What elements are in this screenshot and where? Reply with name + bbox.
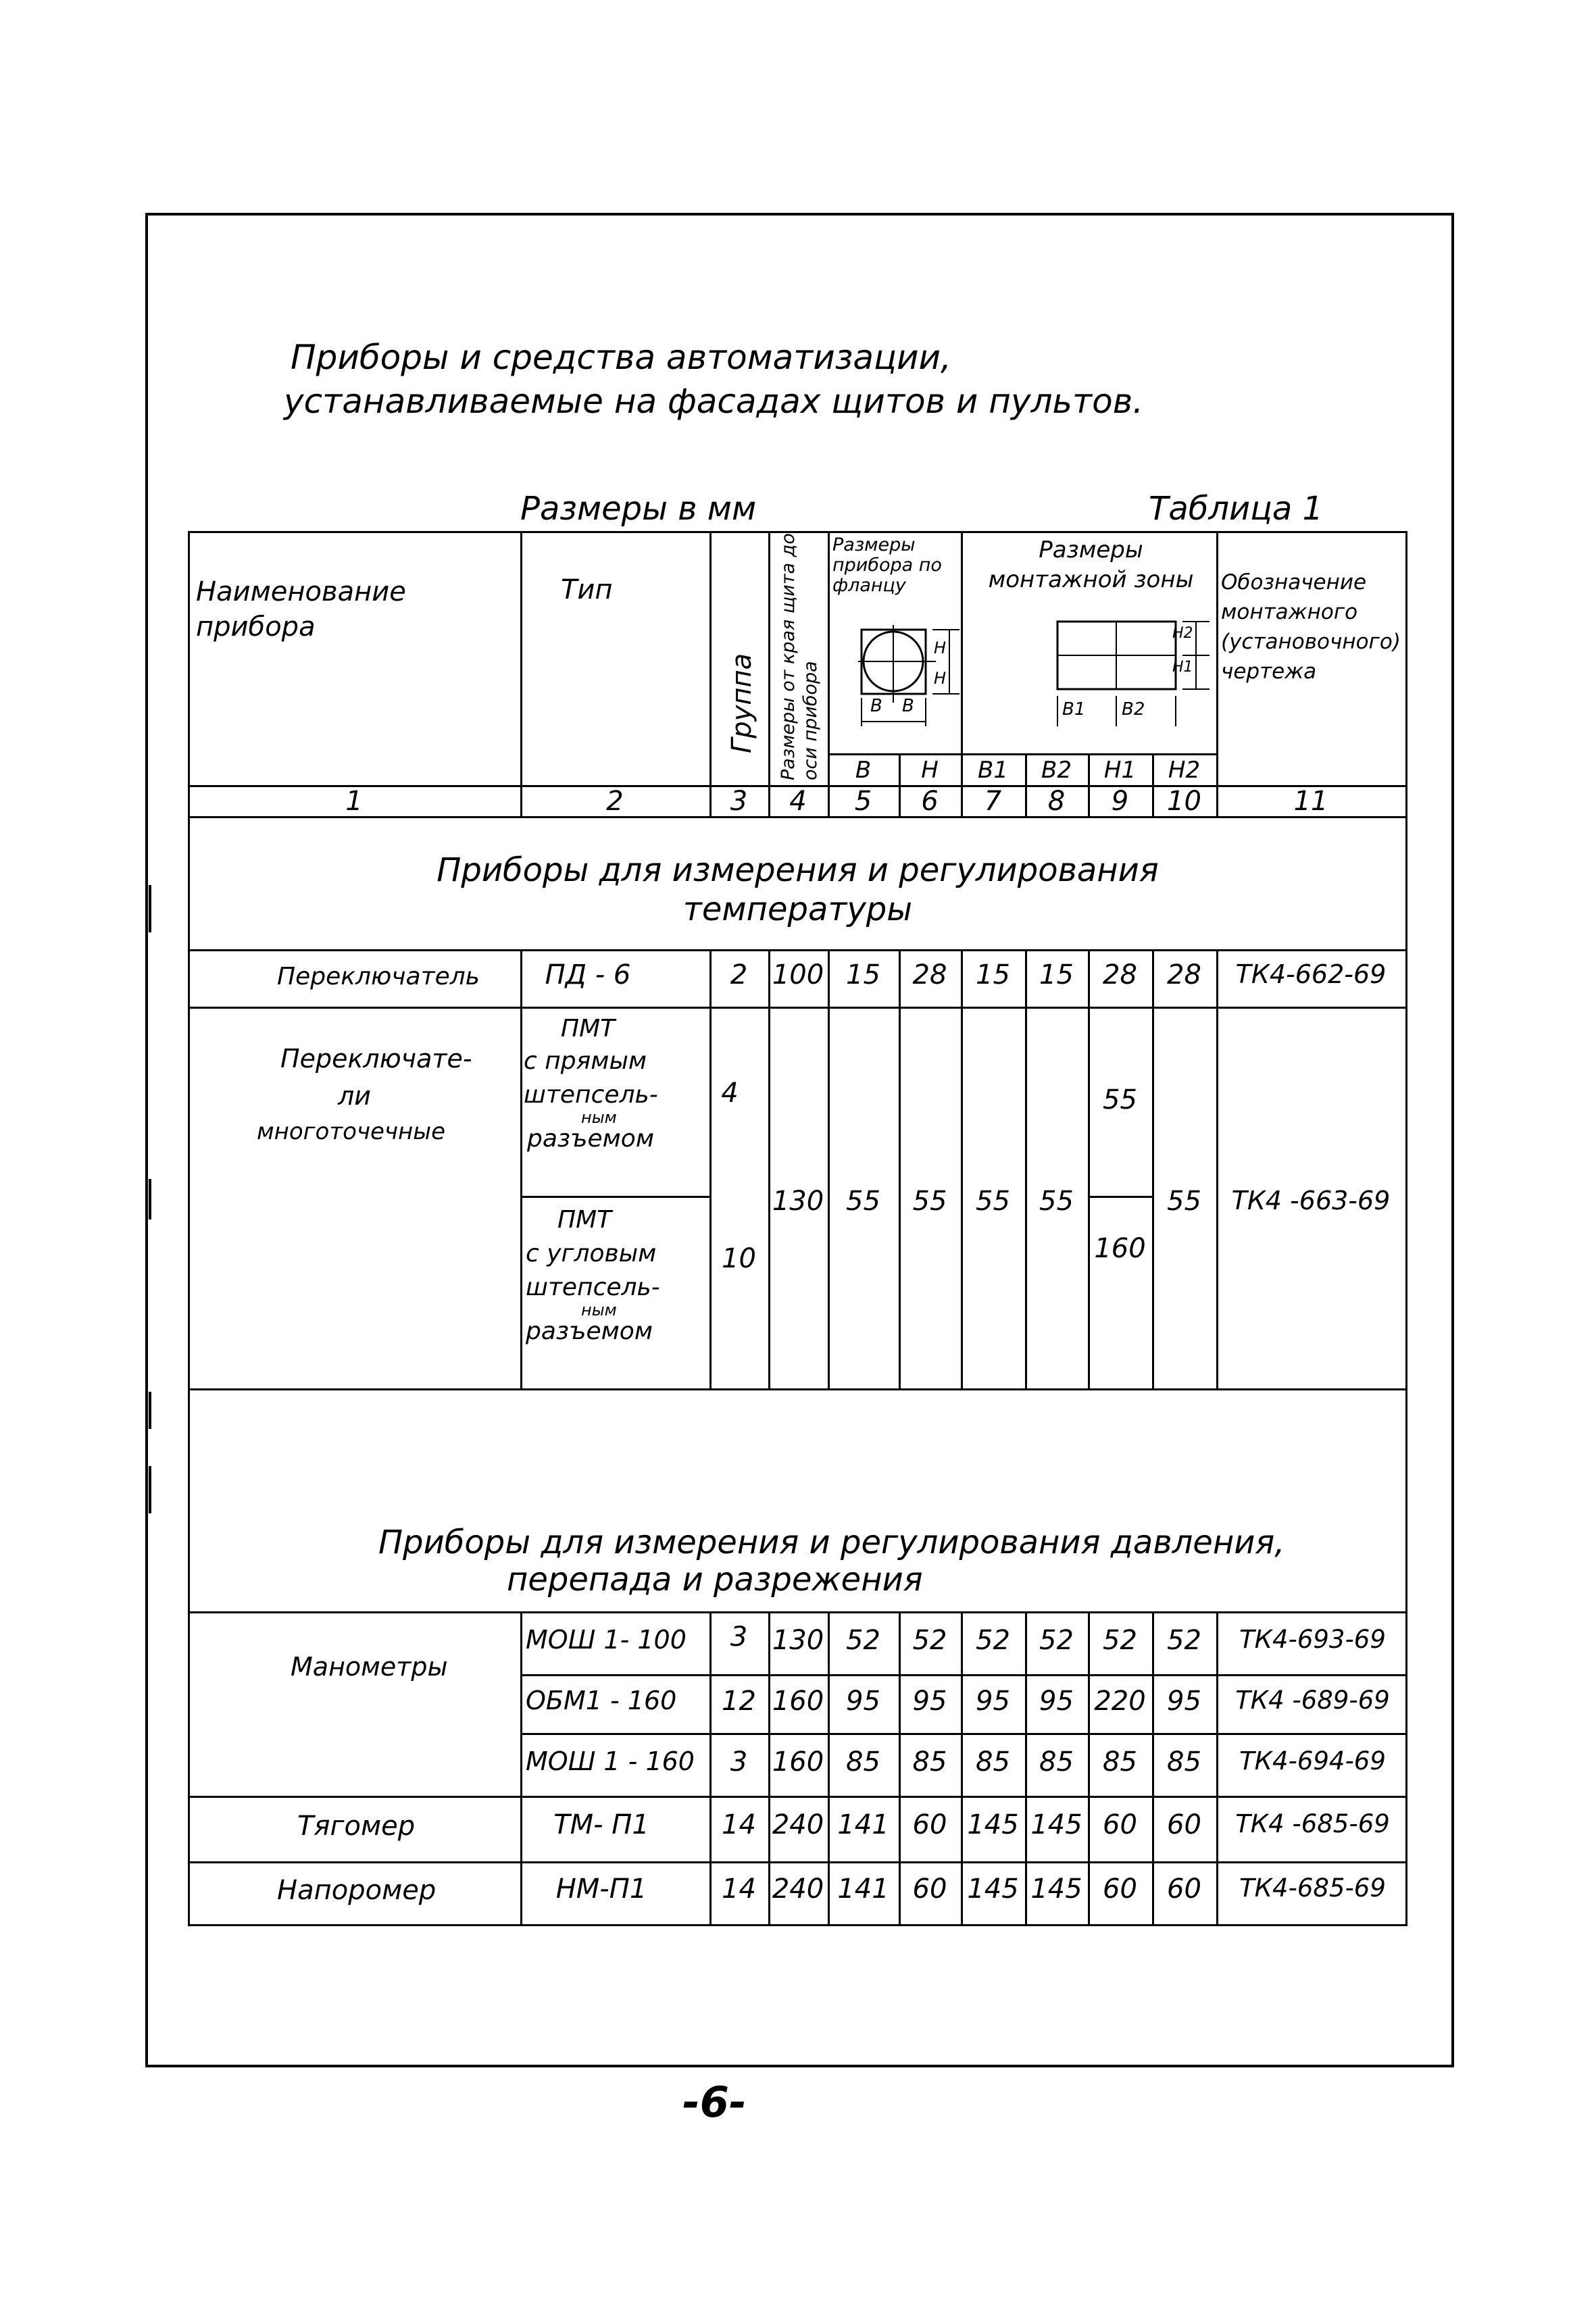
mano-2-H2: 85	[1167, 1746, 1201, 1778]
row-draft-drawing: ТК4 -685-69	[1235, 1809, 1390, 1838]
row-switch-name: Переключатель	[277, 963, 480, 990]
header-group: Группа	[726, 653, 757, 753]
mano-2-H1: 85	[1103, 1746, 1137, 1778]
header-name-text: Наименование прибора	[196, 576, 406, 643]
table-label: Таблица 1	[1149, 490, 1324, 528]
header-edge: Размеры от края щита до оси прибора	[778, 533, 821, 780]
row-multi-typeA-3: штепсель-	[524, 1081, 658, 1109]
mano-0-type: МОШ 1- 100	[526, 1625, 687, 1655]
row-multi-typeA-1: ПМТ	[561, 1015, 616, 1042]
header-type: Тип	[561, 574, 613, 605]
row-press-B2: 145	[1030, 1873, 1082, 1905]
row-multi-typeB-5: разъемом	[526, 1317, 653, 1345]
sub-B: В	[855, 757, 872, 784]
row-switch-H2: 28	[1167, 959, 1201, 990]
row-draft-H2: 60	[1167, 1809, 1201, 1840]
colnum-4: 4	[789, 786, 807, 817]
fig2-b2: В2	[1122, 699, 1145, 720]
row-press-type: НМ-П1	[555, 1873, 647, 1905]
page-number: -6-	[682, 2078, 747, 2127]
row-press-H: 60	[912, 1873, 947, 1905]
row-press-H1: 60	[1103, 1873, 1137, 1905]
mano-0-B1: 52	[976, 1625, 1010, 1656]
row-press-H2: 60	[1167, 1873, 1201, 1905]
mano-2-H: 85	[912, 1746, 947, 1778]
row-switch-B1: 15	[976, 959, 1010, 990]
section-temperature-line2: температуры	[682, 890, 913, 928]
row-press-edge: 240	[772, 1873, 824, 1905]
row-draft-B1: 145	[967, 1809, 1019, 1840]
manometers-name: Манометры	[291, 1652, 448, 1682]
row-switch-H1: 28	[1103, 959, 1137, 990]
row-switch-B: 15	[846, 959, 880, 990]
fig2-h2: Н2	[1172, 625, 1193, 642]
row-multi-edge: 130	[772, 1186, 824, 1217]
mano-1-type: ОБМ1 - 160	[526, 1686, 677, 1715]
fig2-h1: Н1	[1172, 659, 1193, 676]
units-note: Размеры в мм	[520, 490, 757, 528]
row-multi-name-1: Переключате-	[280, 1044, 472, 1074]
header-zone: Размеры монтажной зоны	[988, 536, 1194, 593]
mano-0-edge: 130	[772, 1625, 824, 1656]
row-press-B: 141	[837, 1873, 889, 1905]
mano-1-H1: 220	[1094, 1686, 1146, 1717]
fig1-h2: Н	[934, 669, 947, 688]
row-draft-B2: 145	[1030, 1809, 1082, 1840]
row-switch-drawing: ТК4-662-69	[1235, 959, 1387, 989]
row-press-drawing: ТК4-685-69	[1239, 1873, 1386, 1903]
row-multi-name-3: многоточечные	[257, 1118, 446, 1145]
mano-1-B1: 95	[976, 1686, 1010, 1717]
sub-H2: Н2	[1168, 757, 1201, 784]
row-draft-H: 60	[912, 1809, 947, 1840]
row-multi-B2: 55	[1039, 1186, 1074, 1217]
mano-2-drawing: ТК4-694-69	[1239, 1746, 1386, 1776]
mano-0-B2: 52	[1039, 1625, 1074, 1656]
row-multi-typeA-4: ным	[581, 1108, 617, 1127]
row-multi-typeB-3: штепсель-	[526, 1274, 660, 1301]
section-pressure-line1: Приборы для измерения и регулирования давления,	[378, 1524, 1285, 1561]
colnum-6: 6	[921, 786, 939, 817]
row-multi-H: 55	[912, 1186, 947, 1217]
row-multi-H1B: 160	[1094, 1233, 1146, 1264]
row-multi-typeB-4: ным	[581, 1301, 617, 1319]
colnum-7: 7	[984, 786, 1002, 817]
mano-0-B: 52	[846, 1625, 880, 1656]
fig2-b1: В1	[1062, 699, 1086, 720]
row-multi-typeA-2: с прямым	[524, 1047, 647, 1075]
mano-1-group: 12	[722, 1686, 756, 1717]
title-line-1: Приборы и средства автоматизации,	[291, 338, 951, 377]
colnum-9: 9	[1111, 786, 1129, 817]
header-flange: Размеры прибора по фланцу	[832, 534, 942, 596]
row-multi-typeB-1: ПМТ	[557, 1206, 612, 1234]
colnum-11: 11	[1293, 786, 1328, 817]
row-draft-group: 14	[722, 1809, 756, 1840]
mano-2-type: МОШ 1 - 160	[526, 1746, 695, 1776]
mano-0-H: 52	[912, 1625, 947, 1656]
colnum-10: 10	[1167, 786, 1201, 817]
mano-0-H1: 52	[1103, 1625, 1137, 1656]
colnum-2: 2	[606, 786, 624, 817]
colnum-5: 5	[854, 786, 872, 817]
row-switch-H: 28	[912, 959, 947, 990]
sub-B2: В2	[1041, 757, 1072, 784]
mano-1-B: 95	[846, 1686, 880, 1717]
row-draft-edge: 240	[772, 1809, 824, 1840]
row-multi-H2: 55	[1167, 1186, 1201, 1217]
row-draft-name: Тягомер	[297, 1811, 416, 1842]
mano-1-H2: 95	[1167, 1686, 1201, 1717]
mano-0-group: 3	[730, 1621, 748, 1653]
row-multi-typeB-2: с угловым	[526, 1240, 657, 1267]
row-switch-B2: 15	[1039, 959, 1074, 990]
sub-H: Н	[921, 757, 939, 784]
mano-1-edge: 160	[772, 1686, 824, 1717]
fig1-b1: В	[870, 696, 882, 716]
mano-2-group: 3	[730, 1746, 748, 1778]
mano-2-edge: 160	[772, 1746, 824, 1778]
header-name	[196, 574, 514, 645]
section-pressure-line2: перепада и разрежения	[507, 1561, 923, 1599]
row-draft-type: ТМ- П1	[553, 1809, 649, 1840]
row-press-name: Напоромер	[277, 1875, 437, 1906]
row-multi-groupB: 10	[722, 1243, 756, 1274]
mano-2-B: 85	[846, 1746, 880, 1778]
mano-1-B2: 95	[1039, 1686, 1074, 1717]
row-multi-B1: 55	[976, 1186, 1010, 1217]
mano-0-H2: 52	[1167, 1625, 1201, 1656]
colnum-1: 1	[345, 786, 363, 817]
mano-2-B1: 85	[976, 1746, 1010, 1778]
mano-2-B2: 85	[1039, 1746, 1074, 1778]
row-switch-type: ПД - 6	[545, 959, 631, 990]
row-press-B1: 145	[967, 1873, 1019, 1905]
row-draft-H1: 60	[1103, 1809, 1137, 1840]
row-multi-name-2: ли	[338, 1081, 371, 1111]
title-line-2: устанавливаемые на фасадах щитов и пультов.	[284, 382, 1144, 421]
row-multi-groupA: 4	[721, 1078, 739, 1109]
row-multi-H1A: 55	[1103, 1084, 1137, 1115]
row-multi-B: 55	[846, 1186, 880, 1217]
colnum-8: 8	[1047, 786, 1066, 817]
row-press-group: 14	[722, 1873, 756, 1905]
fig1-b2: В	[902, 696, 914, 716]
row-draft-B: 141	[837, 1809, 889, 1840]
row-multi-drawing: ТК4 -663-69	[1231, 1186, 1391, 1215]
section-temperature-line1: Приборы для измерения и регулирования	[437, 851, 1159, 889]
row-switch-group: 2	[730, 959, 748, 990]
colnum-3: 3	[730, 786, 748, 817]
sub-B1: В1	[978, 757, 1008, 784]
header-drawing: Обозначение монтажного (установочного) чертежа	[1221, 570, 1401, 684]
row-switch-edge: 100	[772, 959, 824, 990]
mano-0-drawing: ТК4-693-69	[1239, 1625, 1386, 1654]
fig1-h1: Н	[934, 638, 947, 657]
mano-1-drawing: ТК4 -689-69	[1235, 1686, 1390, 1715]
row-multi-typeA-5: разъемом	[527, 1125, 654, 1153]
sub-H1: Н1	[1103, 757, 1137, 784]
mano-1-H: 95	[912, 1686, 947, 1717]
